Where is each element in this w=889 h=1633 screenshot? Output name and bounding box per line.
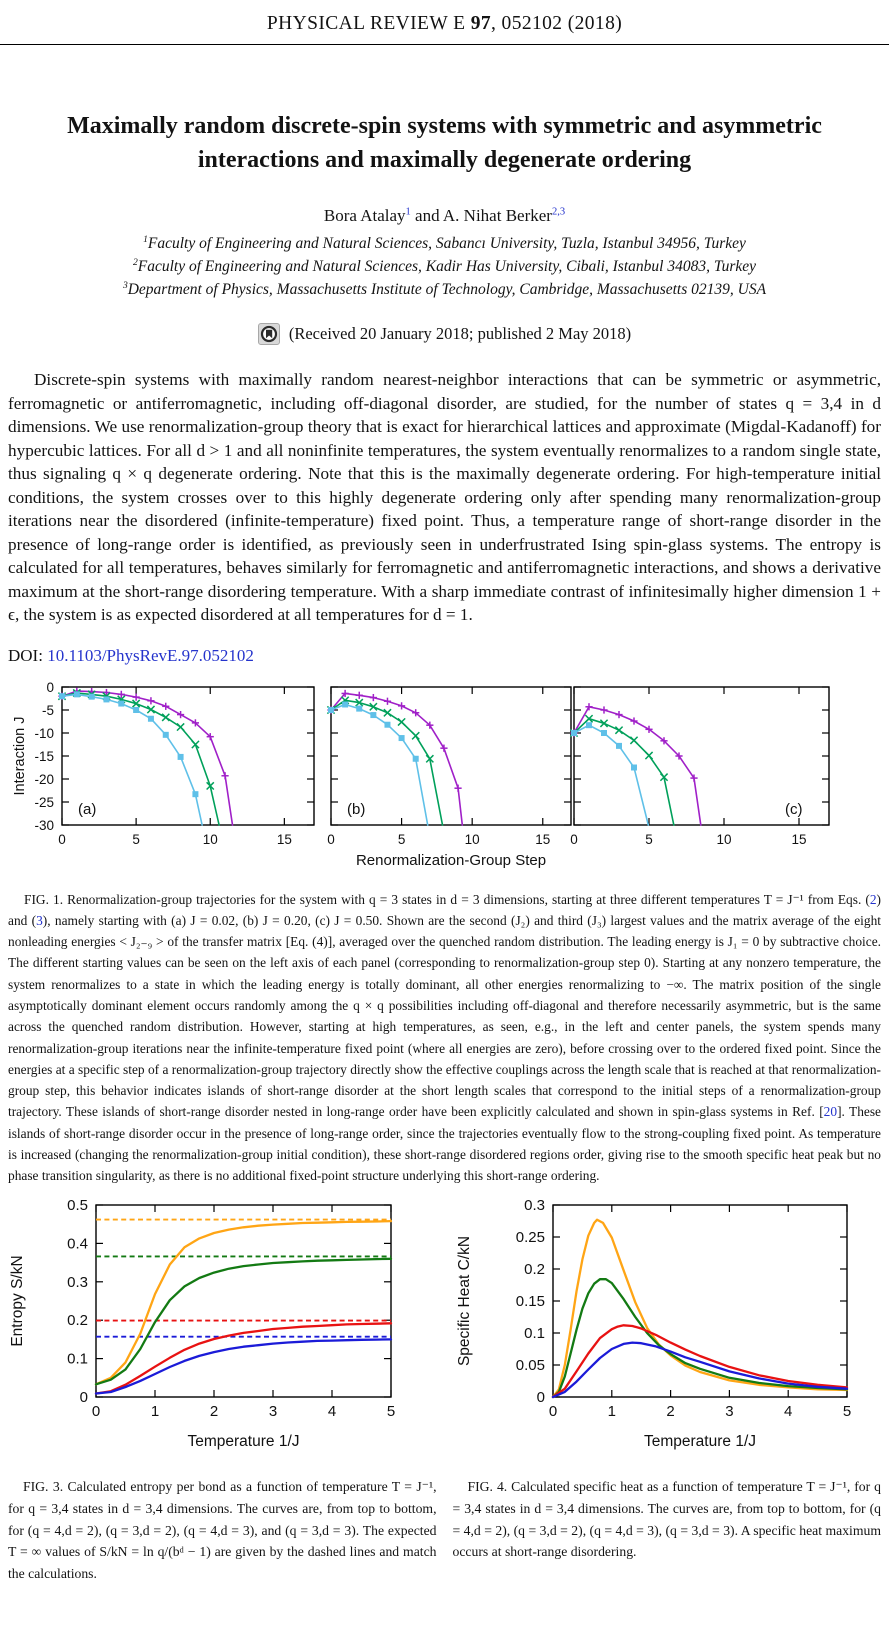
reference-link[interactable]: 3 — [36, 912, 43, 928]
doi-line — [8, 646, 881, 666]
affiliation-2-sup: 2 — [132, 256, 138, 268]
paper-title — [26, 109, 863, 177]
svg-text:5: 5 — [132, 831, 140, 847]
affiliation-1 — [0, 232, 889, 255]
text-segment: ) and ( — [8, 891, 881, 928]
svg-text:0: 0 — [570, 831, 578, 847]
figure4-chart — [449, 1197, 887, 1461]
affiliations — [0, 232, 889, 301]
svg-text:5: 5 — [397, 831, 406, 847]
svg-text:-25: -25 — [34, 794, 54, 810]
reference-link[interactable]: 2,3 — [551, 206, 566, 218]
svg-text:Entropy S/kN: Entropy S/kN — [9, 1255, 26, 1347]
svg-text:-20: -20 — [34, 771, 54, 787]
svg-text:0.3: 0.3 — [67, 1273, 88, 1291]
svg-text:0: 0 — [79, 1388, 88, 1406]
captions-row — [0, 1463, 889, 1598]
svg-text:-10: -10 — [34, 725, 54, 741]
svg-text:0.2: 0.2 — [524, 1260, 545, 1278]
svg-text:15: 15 — [791, 831, 807, 847]
svg-text:0: 0 — [58, 831, 66, 847]
figure3-chart — [2, 1197, 447, 1461]
svg-text:10: 10 — [716, 831, 732, 847]
reference-link[interactable]: 2 — [869, 891, 877, 907]
received-text: (Received 20 January 2018; published 2 May 2018) — [288, 324, 632, 343]
reference-link[interactable]: 1 — [405, 206, 411, 218]
affiliation-1-sup: 1 — [143, 233, 148, 245]
svg-text:-30: -30 — [34, 817, 54, 833]
text-segment: PHYSICAL REVIEW E — [266, 13, 471, 34]
affiliation-2-text: Faculty of Engineering and Natural Sciences, Kadir Has University, Cibali, Istanbul 34083, Turkey — [137, 258, 757, 275]
text-segment: Bora Atalay — [323, 206, 406, 225]
affiliation-3-sup: 3 — [122, 279, 128, 291]
paper-title-line1: Maximally random discrete-spin systems with symmetric and asymmetric — [67, 113, 822, 139]
svg-text:0: 0 — [91, 1402, 101, 1420]
svg-text:5: 5 — [386, 1402, 396, 1420]
svg-text:4: 4 — [784, 1402, 793, 1420]
svg-text:10: 10 — [464, 831, 480, 847]
affiliation-3 — [0, 278, 889, 301]
text-segment: FIG. 1. Renormalization-group trajectories for the system with q = 3 states in d = 3 dimensions, starting at three different temperatures T = J⁻¹ from Eqs. ( — [24, 891, 870, 907]
affiliation-1-text: Faculty of Engineering and Natural Sciences, Sabancı University, Tuzla, Istanbul 34956, Turkey — [147, 235, 746, 252]
received-row — [0, 323, 889, 345]
svg-text:2: 2 — [666, 1402, 675, 1420]
svg-text:0.05: 0.05 — [515, 1356, 545, 1374]
svg-text:-15: -15 — [34, 748, 54, 764]
affiliation-2 — [0, 255, 889, 278]
svg-text:0.25: 0.25 — [515, 1228, 545, 1246]
svg-text:1: 1 — [607, 1402, 616, 1420]
doi-label: DOI: — [8, 645, 43, 665]
svg-text:15: 15 — [276, 831, 292, 847]
svg-text:-5: -5 — [41, 702, 54, 718]
journal-header — [0, 0, 889, 45]
text-segment: ]. These islands of short-range disorder occur in the presence of long-range order, since the trajectories eventually flow to the strong-coupling fixed point. As temperature is increased (changing the renormalization-group initial condition), these short-range disordered regions order, giving rise to the smooth specific heat peak but no phase transition singularity, as there is no additional fixed-point structure underlying this short-range ordering. — [8, 1104, 882, 1184]
svg-text:0: 0 — [46, 679, 54, 695]
svg-text:2: 2 — [209, 1402, 219, 1420]
affiliation-3-text: Department of Physics, Massachusetts Institute of Technology, Cambridge, Massachusetts 02139, USA — [127, 281, 767, 298]
svg-text:Specific Heat C/kN: Specific Heat C/kN — [456, 1235, 473, 1366]
journal-title — [267, 13, 622, 34]
text-segment: , 052102 (2018) — [491, 13, 623, 34]
svg-text:3: 3 — [268, 1402, 278, 1420]
svg-text:1: 1 — [150, 1402, 160, 1420]
text-segment: and A. Nihat Berker — [410, 206, 552, 225]
reference-link[interactable]: 20 — [823, 1104, 838, 1120]
svg-text:5: 5 — [645, 831, 653, 847]
figure1-chart — [8, 679, 860, 875]
crossmark-icon[interactable] — [258, 323, 280, 345]
svg-text:Interaction J: Interaction J — [12, 716, 28, 795]
doi-link[interactable]: 10.1103/PhysRevE.97.052102 — [47, 645, 254, 665]
svg-text:0.3: 0.3 — [524, 1196, 545, 1214]
figures-3-4-row — [0, 1197, 889, 1461]
svg-text:0: 0 — [548, 1402, 558, 1420]
figure1 — [8, 679, 889, 880]
svg-text:Temperature 1/J: Temperature 1/J — [644, 1432, 756, 1450]
svg-text:0.1: 0.1 — [67, 1350, 88, 1368]
authors-line — [0, 206, 889, 226]
svg-text:(a): (a) — [78, 800, 97, 818]
svg-text:0.4: 0.4 — [67, 1235, 88, 1253]
figure1-caption — [8, 889, 881, 1187]
text-segment: ), namely starting with (a) J = 0.02, (b) J = 0.20, (c) J = 0.50. Shown are the second (J₂) and third (J₃) largest values and the matrix average of the eight nonleading energies < J₂₋₉ > of the transfer matrix [Eq. (4)], averaged over the quenched random distribution. The leading energy is J₁ = 0 by subtractive choice. The different starting values can be seen on the left axis of each panel (corresponding to renormalization-group step 0). Starting at any nonzero temperature, the system renormalizes to a state in which the leading energy is totally dominant, all other energies renormalizing to −∞. The matrix position of the single asymptotically dominant element occurs randomly among the q × q possibilities including off-diagonal and therefore necessarily asymmetric, but is the same across the quenched random distribution. However, starting at high temperatures, as seen, e.g., in the left and center panels, the system spends many renormalization-group iterations near the infinite-temperature fixed point (where all energies are zero), before crossing over to the ordered fixed point. Since the energies at a specific step of a renormalization-group trajectory directly show the effective couplings across the length scale that is reached at that renormalization-group step, this behavior indicates islands of short-range disorder at the short length scales that correspond to the initial steps of a renormalization-group trajectory. These islands of short-range disorder nested in long-range order have been explicitly calculated and shown in spin-glass systems in Ref. [ — [8, 912, 881, 1120]
svg-text:5: 5 — [842, 1402, 852, 1420]
svg-text:0.15: 0.15 — [515, 1292, 545, 1310]
svg-text:0.2: 0.2 — [67, 1311, 88, 1329]
paper-title-line2: interactions and maximally degenerate ordering — [197, 147, 692, 173]
svg-text:0: 0 — [327, 831, 335, 847]
svg-text:10: 10 — [202, 831, 218, 847]
svg-text:Temperature 1/J: Temperature 1/J — [187, 1432, 300, 1450]
svg-text:Renormalization-Group Step: Renormalization-Group Step — [355, 851, 547, 869]
svg-text:(c): (c) — [785, 800, 803, 818]
figure3-caption: FIG. 3. Calculated entropy per bond as a function of temperature T = J⁻¹, for q = 3,4 states in d = 3,4 dimensions. The curves are, from top to bottom, for (q = 4,d = 2), (q = 3,d = 2), (q = 4,d = 3), and (q = 3,d = 3). The expected T = ∞ values of S/kN = ln q/(bᵈ − 1) are given by the dashed lines and match the calculations. — [8, 1479, 437, 1581]
svg-text:0: 0 — [536, 1388, 545, 1406]
figure4-caption: FIG. 4. Calculated specific heat as a function of temperature T = J⁻¹, for q = 3,4 states in d = 3,4 dimensions. The curves are, from top to bottom, for (q = 4,d = 2), (q = 3,d = 2), (q = 4,d = 3), (q = 3,d = 3). A specific heat maximum occurs at short-range disordering. — [452, 1479, 881, 1560]
svg-text:4: 4 — [327, 1402, 337, 1420]
svg-text:15: 15 — [535, 831, 551, 847]
svg-text:0.5: 0.5 — [67, 1196, 88, 1214]
svg-text:3: 3 — [725, 1402, 734, 1420]
svg-text:(b): (b) — [347, 800, 366, 818]
text-segment: 97 — [470, 13, 491, 34]
abstract: Discrete-spin systems with maximally random nearest-neighbor interactions that can be symmetric or asymmetric, ferromagnetic or antiferromagnetic, including off-diagonal disorder, are studied, for the number of states q = 3,4 in d dimensions. We use renormalization-group theory that is exact for hierarchical lattices and approximate (Migdal-Kadanoff) for hypercubic lattices. For all d > 1 and all noninfinite temperatures, the system eventually renormalizes to a random single state, thus signaling q × q degenerate ordering. Note that this is the maximally degenerate ordering. For high-temperature initial conditions, the system crosses over to this highly degenerate ordering only after spending many renormalization-group iterations near the disordered (infinite-temperature) fixed point. Thus, a temperature range of short-range disorder in the presence of long-range order is identified, as previously seen in underfrustrated Ising spin-glass systems. The entropy is calculated for all temperatures, behaves similarly for ferromagnetic and antiferromagnetic interactions, and shows a derivative maximum at the short-range disordering temperature. With a sharp immediate contrast of infinitesimally higher dimension 1 + ϵ, the system is as expected disordered at all temperatures for d = 1. — [8, 370, 881, 624]
svg-text:0.1: 0.1 — [524, 1324, 545, 1342]
